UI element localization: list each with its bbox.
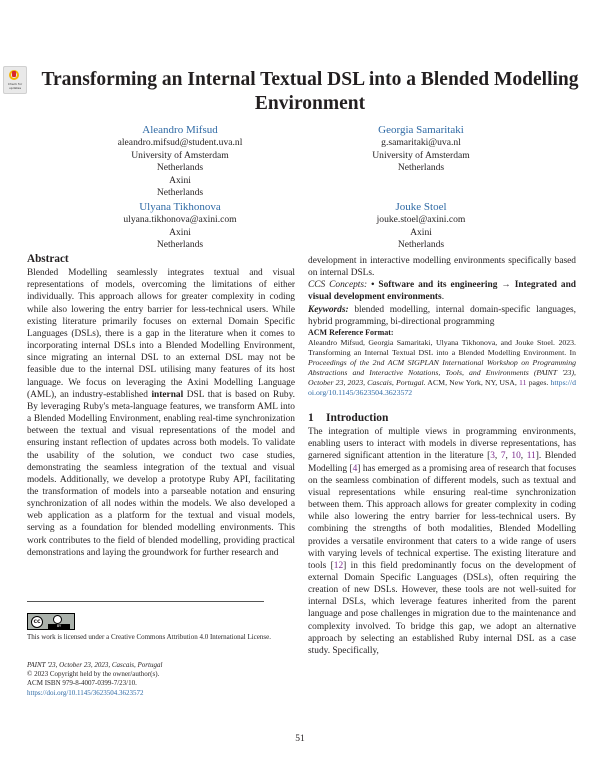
keywords — [308, 304, 576, 328]
citation-link[interactable]: 3 — [490, 451, 495, 462]
citation-link[interactable]: 11 — [526, 451, 536, 462]
author-affiliation: Axini — [169, 174, 191, 186]
page-number: 51 — [295, 734, 305, 744]
author-affiliation: Axini — [410, 226, 432, 238]
intro-text-part: ] has emerged as a promising area of research that focuses on the seamless combination of different models, such as textual and visual representations while ensuring real-time synchronization between them. This approach allows for greater complexity in coding while also lowering the entry barrier for less-technical users. By combining the strengths of both modalities, Blended Modelling provides a versatile environment that caters to a wide range of users with varying levels of technical expertise. The existing literature and tools [ — [308, 463, 576, 571]
license-text: This work is licensed under a Creative Commons Attribution 4.0 International License. — [27, 633, 271, 641]
abstract-text-part: Blended Modelling seamlessly integrates textual and visual representations of models, overcoming the limitations of either individually. This approach allows for greater complexity in coding while also lowering the entry barrier for less-technical users. While existing literature primarily focuses on external Domain Specific Languages (DSLs), there is a gap in the literature when it comes to incorporating internal DSLs into a Blended Modelling Environment, since migrating an internal DSL to an external DSL may not be feasible due to the internal DSL utilising many features of its host language. We focus on leveraging the Axini Modelling Language (AML), an industry-established — [27, 268, 295, 400]
reference-doi-link[interactable]: https://doi.org/10.1145/3623504.3623572 — [308, 377, 576, 397]
page-count-link[interactable]: 11 — [518, 377, 527, 387]
update-icon — [9, 70, 19, 80]
citation-link[interactable]: 7 — [500, 451, 506, 462]
author-country: Netherlands — [397, 239, 445, 251]
citation-link[interactable]: 12 — [333, 560, 344, 571]
paper-title: Transforming an Internal Textual DSL into a Blended Modelling Environment — [41, 69, 579, 114]
intro-text-part: ]. Blended Modelling [ — [308, 451, 577, 474]
author-block — [70, 201, 290, 252]
author-name[interactable]: Aleandro Mifsud — [142, 124, 218, 136]
conference-info — [27, 661, 287, 698]
footnote-divider — [27, 601, 264, 602]
author-affiliation: Axini — [169, 226, 191, 238]
author-email: g.samaritaki@uva.nl — [381, 137, 461, 148]
keywords-label: Keywords: — [308, 304, 349, 315]
right-column — [308, 255, 576, 657]
copyright: © 2023 Copyright held by the owner/author(s). — [27, 670, 160, 679]
abstract-text-part: DSL that is based on Ruby. By leveraging Ruby's meta-language features, we transform AML into a Blended Modelling Environment, enabling real-time synchronization between the textual and visual representations of the model and ensuring instant reflection of updates across both models. To validate the usability of the solution, we conduct two case studies, demonstrating the seamless integration of the textual and visual models. Additionally, we develop a prototype Ruby API, facilitating the transformation of models into a parseable notation and ensuring synchronization of all nodes within the models. We also developed a web application as a platform for the textual and visual models, serving as a foundation for blended modelling environments. This work contributes to the field of blended modelling, providing practical demonstrations and laying the groundwork for further research and — [27, 389, 296, 558]
author-email: ulyana.tikhonova@axini.com — [123, 214, 237, 225]
abstract-emphasis: internal — [151, 389, 184, 400]
check-for-updates-badge[interactable] — [3, 66, 27, 94]
cc-icon: cc — [31, 616, 43, 628]
author-email: jouke.stoel@axini.com — [376, 214, 466, 225]
reference-text: pages. — [526, 377, 551, 387]
left-column — [27, 253, 295, 559]
acm-reference-label: ACM Reference Format: — [308, 327, 394, 337]
abstract-heading: Abstract — [27, 253, 69, 265]
section-number: 1 — [308, 411, 314, 424]
author-block — [311, 124, 531, 175]
by-label: BY — [48, 624, 70, 629]
intro-text-part: The integration of multiple views in programming environments, enabling users to interact with models in diverse representations, has garnered significant attention in the literature [ — [308, 427, 576, 462]
ccs-text: • Software and its engineering → Integrated and visual development environments — [308, 280, 576, 303]
keywords-text: blended modelling, internal domain-specific languages, hybrid programming, bi-directional programming — [308, 304, 576, 327]
author-block — [70, 124, 290, 200]
author-country: Netherlands — [397, 162, 445, 174]
author-block — [311, 201, 531, 252]
author-email: aleandro.mifsud@student.uva.nl — [117, 137, 243, 148]
ccs-label: CCS Concepts: — [308, 280, 368, 291]
attribution-icon — [53, 615, 62, 624]
ccs-end: . — [441, 292, 445, 303]
reference-venue: Proceedings of the 2nd ACM SIGPLAN International Workshop on Programming Abstractions and Interactive Notations, Tools, and Environments (PAINT '23), October 23, 2023, Cascais, Portugal. — [308, 357, 576, 387]
author-affiliation: University of Amsterdam — [131, 149, 229, 161]
abstract-continuation: development in interactive modelling environments specifically based on internal DSLs. — [308, 256, 576, 279]
author-name[interactable]: Georgia Samaritaki — [378, 124, 464, 136]
badge-label: Check for updates — [7, 82, 23, 90]
author-affiliation: University of Amsterdam — [372, 149, 470, 161]
author-country: Netherlands — [156, 187, 204, 199]
ccs-concepts — [308, 279, 576, 303]
citation-link[interactable]: 10 — [511, 451, 521, 462]
intro-text-part: ] in this field predominantly focus on the development of external Domain Specific Languages (DSLs), often requiring the creation of new DSLs. However, these tools are not well-suited for internal DSLs, which leverage features inherited from the parent language and pose challenges in migration due to the maintenance and complexity involved. To bridge this gap, we adopt an alternative approach by selecting an established Ruby internal DSL as a case study. Specifically, — [308, 560, 576, 656]
section-heading-introduction — [308, 412, 576, 424]
author-country: Netherlands — [156, 162, 204, 174]
author-name[interactable]: Ulyana Tikhonova — [139, 201, 221, 213]
conference-venue: PAINT '23, October 23, 2023, Cascais, Portugal — [27, 661, 163, 669]
reference-text: Aleandro Mifsud, Georgia Samaritaki, Ulyana Tikhonova, and Jouke Stoel. 2023. Transforming an Internal Textual DSL into a Blended Modelling Environment. In — [308, 337, 576, 357]
cc-by-license-badge[interactable] — [27, 613, 75, 630]
doi-link[interactable]: https://doi.org/10.1145/3623504.3623572 — [27, 688, 144, 697]
acm-reference — [308, 328, 576, 398]
author-name[interactable]: Jouke Stoel — [395, 201, 447, 213]
citation-link[interactable]: 4 — [352, 463, 358, 474]
introduction-text: The integration of multiple views in programming environments, enabling users to interact with models in diverse representations, has garnered significant attention in the literature [3, 7, 10, 11]. Blended Modelling [4] has emerged as a promising area of research that focuses on the seamless combination of different models, such as textual and visual representations while ensuring real-time synchronization between them. This approach allows for greater complexity in coding while also lowering the entry barrier for less-technical users. By combining the strengths of both modalities, Blended Modelling provides a versatile environment that caters to a wide range of users with varying levels of technical expertise. The existing literature and tools [12] in this field predominantly focus on the development of external Domain Specific Languages (DSLs), often requiring the creation of new DSLs. However, these tools are not well-suited for internal DSLs, which leverage features inherited from the parent language and pose challenges in migration due to the maintenance and complexity involved. To bridge this gap, we adopt an alternative approach by selecting an established Ruby internal DSL as a case study. Specifically, — [308, 427, 577, 656]
section-title: Introduction — [326, 411, 389, 424]
reference-text: ACM, New York, NY, USA, — [425, 377, 519, 387]
abstract-text — [27, 267, 295, 559]
author-country: Netherlands — [156, 239, 204, 251]
isbn: ACM ISBN 979-8-4007-0399-7/23/10. — [27, 679, 137, 688]
